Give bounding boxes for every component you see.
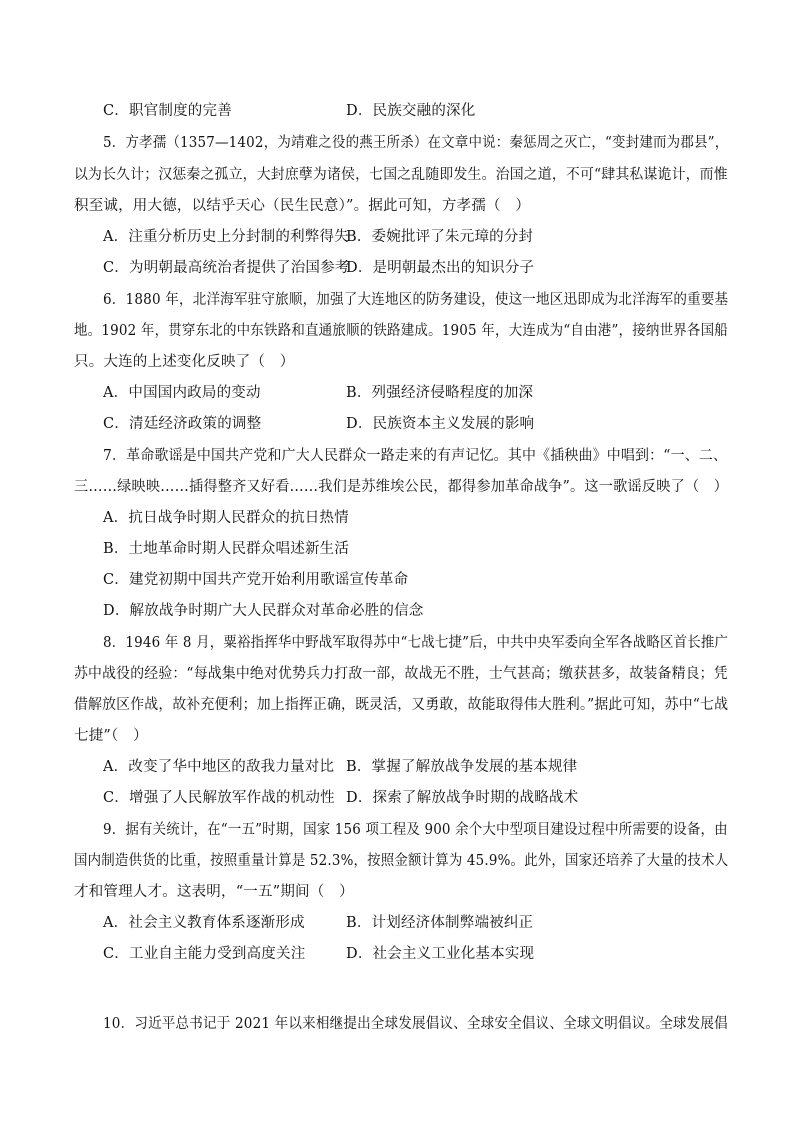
q6-option-d: D．民族资本主义发展的影响 xyxy=(346,416,535,432)
q4-option-c: C．职官制度的完善 xyxy=(103,103,232,119)
q7-option-a: A．抗日战争时期人民群众的抗日热情 xyxy=(103,510,349,526)
q8-stem-line-4: 七捷”（ ） xyxy=(74,728,148,744)
q5-option-b: B．委婉批评了朱元璋的分封 xyxy=(346,229,534,245)
q5-option-a: A．注重分析历史上分封制的利弊得失 xyxy=(103,229,349,245)
q8-stem-line-2: 苏中战役的经验：“每战集中绝对优势兵力打敌一部，故战无不胜，士气甚高；缴获甚多，故装备精良；凭 xyxy=(74,666,728,682)
q4-option-d: D．民族交融的深化 xyxy=(346,103,476,119)
q6-stem-line-3: 只。大连的上述变化反映了（ ） xyxy=(74,354,295,370)
q7-option-c: C．建党初期中国共产党开始利用歌谣宣传革命 xyxy=(103,572,409,588)
q9-stem-line-1: 9．据有关统计，在“一五”时期，国家 156 项工程及 900 余个大中型项目建设过程中所需要的设备，由 xyxy=(103,822,728,838)
q9-option-a: A．社会主义教育体系逐渐形成 xyxy=(103,915,305,931)
q5-stem-line-2: 以为长久计；汉惩秦之孤立，大封庶孽为诸侯，七国之乱随即发生。治国之道，不可“肆其私谋诡计，而惟 xyxy=(74,167,728,183)
q7-stem-line-2: 三……绿映映……插得整齐又好看……我们是苏维埃公民，都得参加革命战争”。这一歌谣反映了（ ） xyxy=(74,479,729,495)
q9-stem-line-2: 国内制造供货的比重，按照重量计算是 52.3%，按照金额计算为 45.9%。此外，国家还培养了大量的技术人 xyxy=(74,853,729,869)
q6-stem-line-1: 6．1880 年，北洋海军驻守旅顺，加强了大连地区的防务建设，使这一地区迅即成为北洋海军的重要基 xyxy=(103,292,729,308)
q7-option-b: B．土地革命时期人民群众唱述新生活 xyxy=(103,541,350,557)
q6-option-a: A．中国国内政局的变动 xyxy=(103,385,261,401)
q9-option-d: D．社会主义工业化基本实现 xyxy=(346,946,535,962)
q5-option-c: C．为明朝最高统治者提供了治国参考 xyxy=(103,260,350,276)
q10-stem-line-1: 10．习近平总书记于 2021 年以来相继提出全球发展倡议、全球安全倡议、全球文明倡议。全球发展倡 xyxy=(103,1016,728,1032)
q8-option-a: A．改变了华中地区的敌我力量对比 xyxy=(103,759,335,775)
q7-stem-line-1: 7．革命歌谣是中国共产党和广大人民群众一路走来的有声记忆。其中《插秧曲》中唱到：“一、二、 xyxy=(103,448,728,464)
q5-option-d: D．是明朝最杰出的知识分子 xyxy=(346,260,535,276)
q6-option-b: B．列强经济侵略程度的加深 xyxy=(346,385,534,401)
q6-stem-line-2: 地。1902 年，贯穿东北的中东铁路和直通旅顺的铁路建成。1905 年，大连成为“自由港”，接纳世界各国船 xyxy=(74,323,728,339)
q8-option-d: D．探索了解放战争时期的战略战术 xyxy=(346,790,579,806)
q5-stem-line-1: 5．方孝孺（1357—1402，为靖难之役的燕王所杀）在文章中说：秦惩周之灭亡，“变封建而为郡县”， xyxy=(103,135,729,151)
q8-option-c: C．增强了人民解放军作战的机动性 xyxy=(103,790,335,806)
q9-option-c: C．工业自主能力受到高度关注 xyxy=(103,946,306,962)
q6-option-c: C．清廷经济政策的调整 xyxy=(103,416,262,432)
q9-option-b: B．计划经济体制弊端被纠正 xyxy=(346,915,534,931)
q7-option-d: D．解放战争时期广大人民群众对革命必胜的信念 xyxy=(103,603,424,619)
q8-option-b: B．掌握了解放战争发展的基本规律 xyxy=(346,759,578,775)
q5-stem-line-3: 积至诚，用大德，以结乎天心（民生民意）”。据此可知，方孝孺（ ） xyxy=(74,198,531,214)
q9-stem-line-3: 才和管理人才。这表明，“一五”期间（ ） xyxy=(74,884,354,900)
q8-stem-line-3: 借解放区作战，故补充便利；加上指挥正确，既灵活，又勇敢，故能取得伟大胜利。”据此可知，苏中“七战 xyxy=(74,697,729,713)
q8-stem-line-1: 8．1946 年 8 月，粟裕指挥华中野战军取得苏中“七战七捷”后，中共中央军委向全军各战略区首长推广 xyxy=(103,635,729,651)
